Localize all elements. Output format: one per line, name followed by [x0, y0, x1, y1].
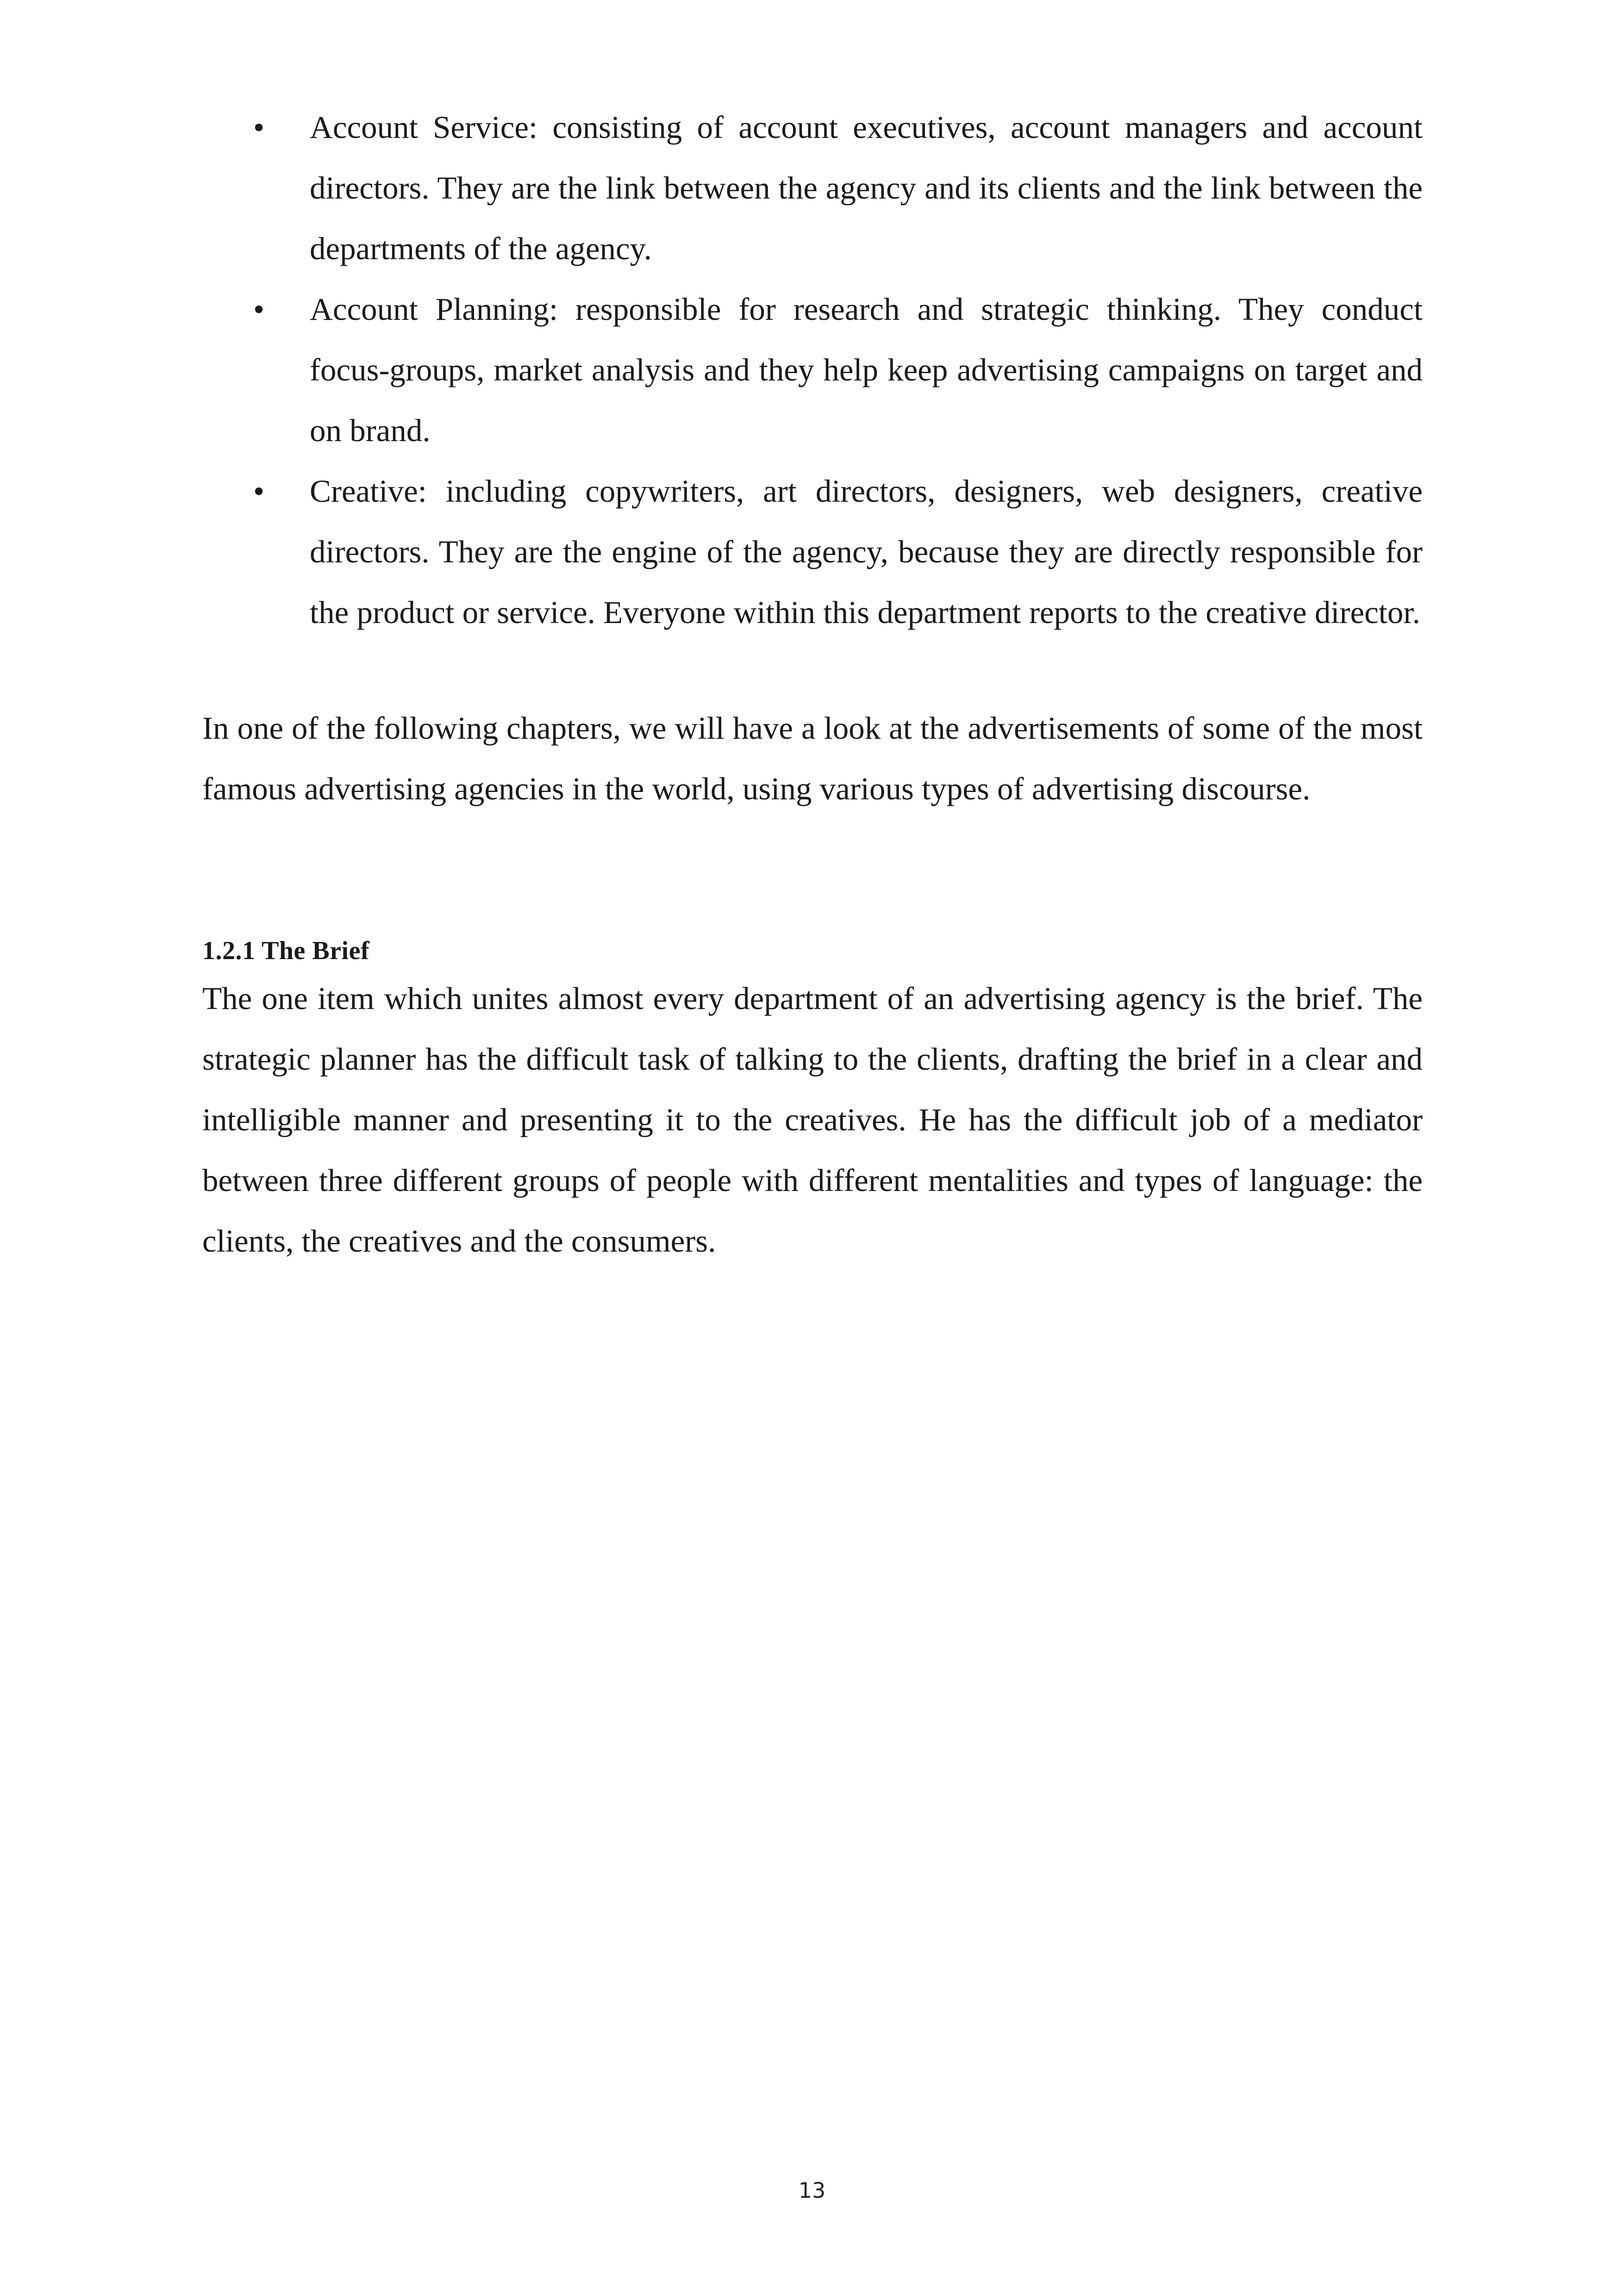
- page-body: [202, 97, 1423, 1272]
- list-item-account-service: [202, 97, 1423, 279]
- list-item-text: Account Planning: responsible for research and strategic thinking. They conduct focus-groups, market analysis and they help keep advertising campaigns on target and on brand.: [310, 292, 1423, 448]
- section-paragraph: The one item which unites almost every department of an advertising agency is the brief. The strategic planner has the difficult task of talking to the clients, drafting the brief in a clear and intelligible manner and presenting it to the creatives. He has the difficult job of a mediator between three different groups of people with different mentalities and types of language: the clients, the creatives and the consumers.: [202, 981, 1423, 1259]
- page-number: 13: [798, 2178, 826, 2203]
- list-item-creative: [202, 461, 1423, 643]
- section-heading: 1.2.1 The Brief: [202, 936, 370, 965]
- list-item-text: Creative: including copywriters, art directors, designers, web designers, creative directors. They are the engine of the agency, because they are directly responsible for the product or service. Everyone within this department reports to the creative director.: [310, 474, 1423, 630]
- bullet-icon: •: [253, 292, 265, 327]
- bullet-icon: •: [253, 474, 265, 509]
- list-item-text: Account Service: consisting of account executives, account managers and account directors. They are the link between the agency and its clients and the link between the departments of the agency.: [310, 110, 1423, 266]
- list-item-account-planning: [202, 279, 1423, 461]
- bullet-icon: •: [253, 110, 265, 145]
- intro-paragraph: In one of the following chapters, we will have a look at the advertisements of some of the most famous advertising agencies in the world, using various types of advertising discourse.: [202, 711, 1423, 806]
- department-list: [202, 97, 1423, 643]
